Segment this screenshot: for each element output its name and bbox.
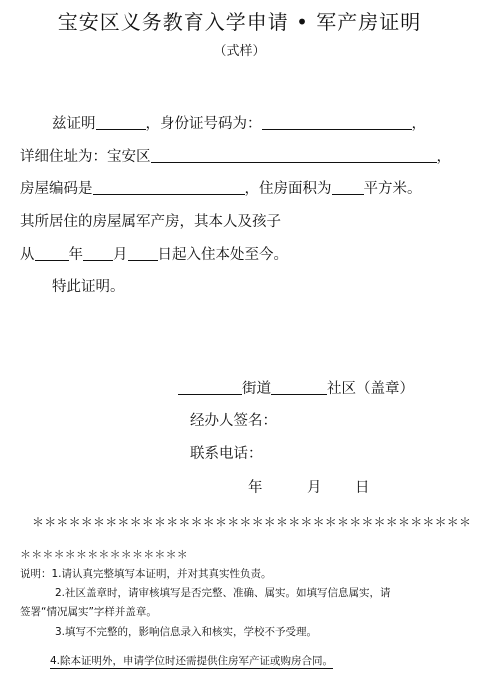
note-4 <box>50 653 333 668</box>
star-separator-short: ＊＊＊＊＊＊＊＊＊＊＊＊＊＊＊ <box>20 548 188 561</box>
date-year-label: 年 <box>248 480 263 496</box>
comma: ， <box>411 116 426 132</box>
street-blank[interactable] <box>178 380 242 395</box>
date-month-label: 月 <box>307 480 322 496</box>
house-code-label: 房屋编码是 <box>20 181 93 197</box>
day-blank[interactable] <box>128 246 158 261</box>
note-3: 3.填写不完整的，影响信息录入和核实，学校不予受理。 <box>55 626 318 638</box>
year-label: 年 <box>68 247 83 263</box>
name-blank[interactable] <box>96 115 146 130</box>
military-housing-statement: 其所居住的房屋属军产房，其本人及孩子 <box>20 214 281 230</box>
address-blank[interactable] <box>151 148 437 163</box>
comma: ， <box>436 149 451 165</box>
house-code-line <box>20 177 422 198</box>
address-label: 详细住址为：宝安区 <box>20 149 151 165</box>
month-label: 月 <box>113 247 128 263</box>
note-2-continued: 签署“情况属实”字样并盖章。 <box>20 606 157 618</box>
area-label: ，住房面积为 <box>244 181 332 197</box>
community-seal-label: 社区（盖章） <box>327 381 414 397</box>
handler-signature-label: 经办人签名： <box>190 413 277 429</box>
note-1: 说明：1.请认真完整填写本证明，并对其真实性负责。 <box>20 568 272 580</box>
from-label: 从 <box>20 247 35 263</box>
id-number-label: ，身份证号码为： <box>145 116 262 132</box>
month-blank[interactable] <box>83 246 113 261</box>
contact-phone-label: 联系电话： <box>190 446 263 462</box>
id-number-blank[interactable] <box>262 115 412 130</box>
street-label: 街道 <box>242 381 271 397</box>
note-2: 2.社区盖章时，请审核填写是否完整、准确、属实。如填写信息属实，请 <box>55 587 391 599</box>
date-day-label: 日 <box>355 480 370 496</box>
address-line <box>20 145 451 166</box>
certify-line <box>52 112 426 133</box>
move-in-text: 日起入住本处至今。 <box>157 247 288 263</box>
star-separator-long: ＊＊＊＊＊＊＊＊＊＊＊＊＊＊＊＊＊＊＊＊＊＊＊＊＊＊＊＊＊＊＊＊＊＊＊＊ <box>32 515 472 529</box>
year-blank[interactable] <box>35 246 69 261</box>
document-subtitle: （式样） <box>213 44 266 59</box>
document-title: 宝安区义务教育入学申请 • 军产房证明 <box>57 10 422 34</box>
street-community-line <box>178 377 414 398</box>
area-blank[interactable] <box>332 180 364 195</box>
area-unit: 平方米。 <box>363 181 422 197</box>
house-code-blank[interactable] <box>93 180 245 195</box>
hereby-certify: 特此证明。 <box>52 279 125 295</box>
community-blank[interactable] <box>271 380 327 395</box>
certify-text: 兹证明 <box>52 116 96 132</box>
note-4-text: 4.除本证明外，申请学位时还需提供住房军产证或购房合同。 <box>50 655 334 667</box>
move-in-date-line <box>20 243 288 264</box>
